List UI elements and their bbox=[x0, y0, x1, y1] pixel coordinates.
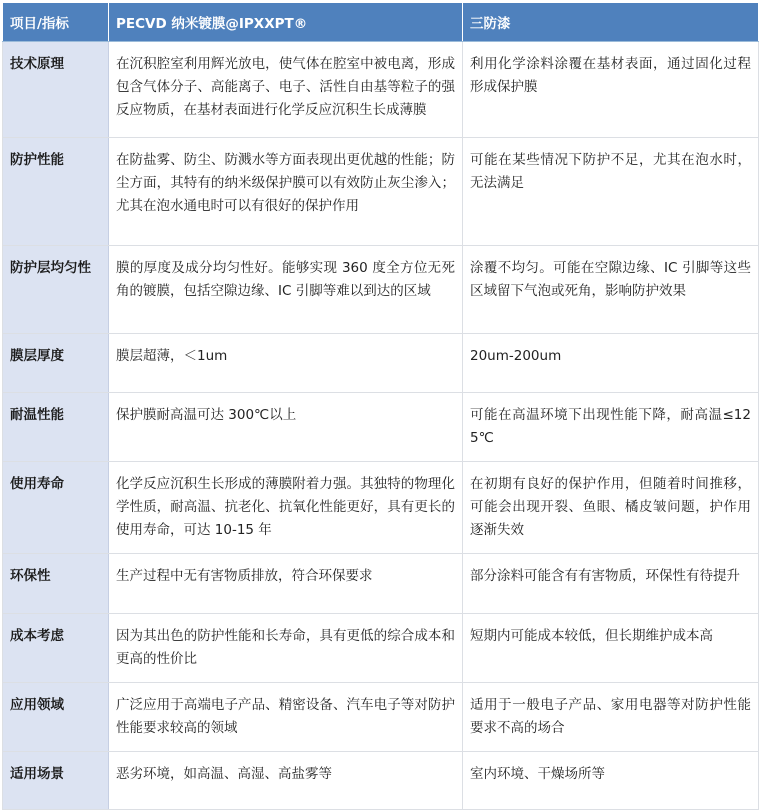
row-label: 成本考虑 bbox=[3, 614, 109, 683]
row-label: 环保性 bbox=[3, 554, 109, 614]
comparison-table bbox=[2, 2, 759, 810]
row-label: 耐温性能 bbox=[3, 393, 109, 462]
header-pecvd: PECVD 纳米镀膜@IPXXPT® bbox=[109, 3, 463, 42]
row-label: 使用寿命 bbox=[3, 462, 109, 554]
pecvd-cell: 膜的厚度及成分均匀性好。能够实现 360 度全方位无死角的镀膜，包括空隙边缘、IC 引脚等难以到达的区域 bbox=[109, 246, 463, 334]
table-row bbox=[3, 614, 759, 683]
row-label: 适用场景 bbox=[3, 752, 109, 810]
coating-cell: 部分涂料可能含有有害物质，环保性有待提升 bbox=[463, 554, 759, 614]
coating-cell: 短期内可能成本较低，但长期维护成本高 bbox=[463, 614, 759, 683]
coating-cell: 可能在某些情况下防护不足，尤其在泡水时，无法满足 bbox=[463, 138, 759, 246]
coating-cell: 20um-200um bbox=[463, 334, 759, 393]
pecvd-cell: 生产过程中无有害物质排放，符合环保要求 bbox=[109, 554, 463, 614]
pecvd-cell: 膜层超薄，＜1um bbox=[109, 334, 463, 393]
row-label: 技术原理 bbox=[3, 42, 109, 138]
coating-cell: 可能在高温环境下出现性能下降，耐高温≤125℃ bbox=[463, 393, 759, 462]
coating-cell: 涂覆不均匀。可能在空隙边缘、IC 引脚等这些区域留下气泡或死角，影响防护效果 bbox=[463, 246, 759, 334]
row-label: 应用领域 bbox=[3, 683, 109, 752]
table-row bbox=[3, 42, 759, 138]
pecvd-cell: 保护膜耐高温可达 300℃以上 bbox=[109, 393, 463, 462]
table-row bbox=[3, 462, 759, 554]
pecvd-cell: 恶劣环境，如高温、高湿、高盐雾等 bbox=[109, 752, 463, 810]
coating-cell: 适用于一般电子产品、家用电器等对防护性能要求不高的场合 bbox=[463, 683, 759, 752]
table-row bbox=[3, 334, 759, 393]
header-item: 项目/指标 bbox=[3, 3, 109, 42]
table-row bbox=[3, 752, 759, 810]
pecvd-cell: 在防盐雾、防尘、防溅水等方面表现出更优越的性能；防尘方面，其特有的纳米级保护膜可以有效防止灰尘渗入；尤其在泡水通电时可以有很好的保护作用 bbox=[109, 138, 463, 246]
pecvd-cell: 广泛应用于高端电子产品、精密设备、汽车电子等对防护性能要求较高的领域 bbox=[109, 683, 463, 752]
pecvd-cell: 因为其出色的防护性能和长寿命，具有更低的综合成本和更高的性价比 bbox=[109, 614, 463, 683]
table-row bbox=[3, 393, 759, 462]
table-row bbox=[3, 554, 759, 614]
coating-cell: 在初期有良好的保护作用，但随着时间推移，可能会出现开裂、鱼眼、橘皮皱问题，护作用逐渐失效 bbox=[463, 462, 759, 554]
pecvd-cell: 在沉积腔室利用辉光放电，使气体在腔室中被电离，形成包含气体分子、高能离子、电子、活性自由基等粒子的强反应物质，在基材表面进行化学反应沉积生长成薄膜 bbox=[109, 42, 463, 138]
table-row bbox=[3, 138, 759, 246]
row-label: 膜层厚度 bbox=[3, 334, 109, 393]
table-row bbox=[3, 246, 759, 334]
coating-cell: 利用化学涂料涂覆在基材表面，通过固化过程形成保护膜 bbox=[463, 42, 759, 138]
table-row bbox=[3, 683, 759, 752]
header-coating: 三防漆 bbox=[463, 3, 759, 42]
comparison-table-container bbox=[2, 2, 758, 810]
row-label: 防护性能 bbox=[3, 138, 109, 246]
coating-cell: 室内环境、干燥场所等 bbox=[463, 752, 759, 810]
pecvd-cell: 化学反应沉积生长形成的薄膜附着力强。其独特的物理化学性质，耐高温、抗老化、抗氧化性能更好，具有更长的使用寿命，可达 10-15 年 bbox=[109, 462, 463, 554]
row-label: 防护层均匀性 bbox=[3, 246, 109, 334]
table-header-row bbox=[3, 3, 759, 42]
